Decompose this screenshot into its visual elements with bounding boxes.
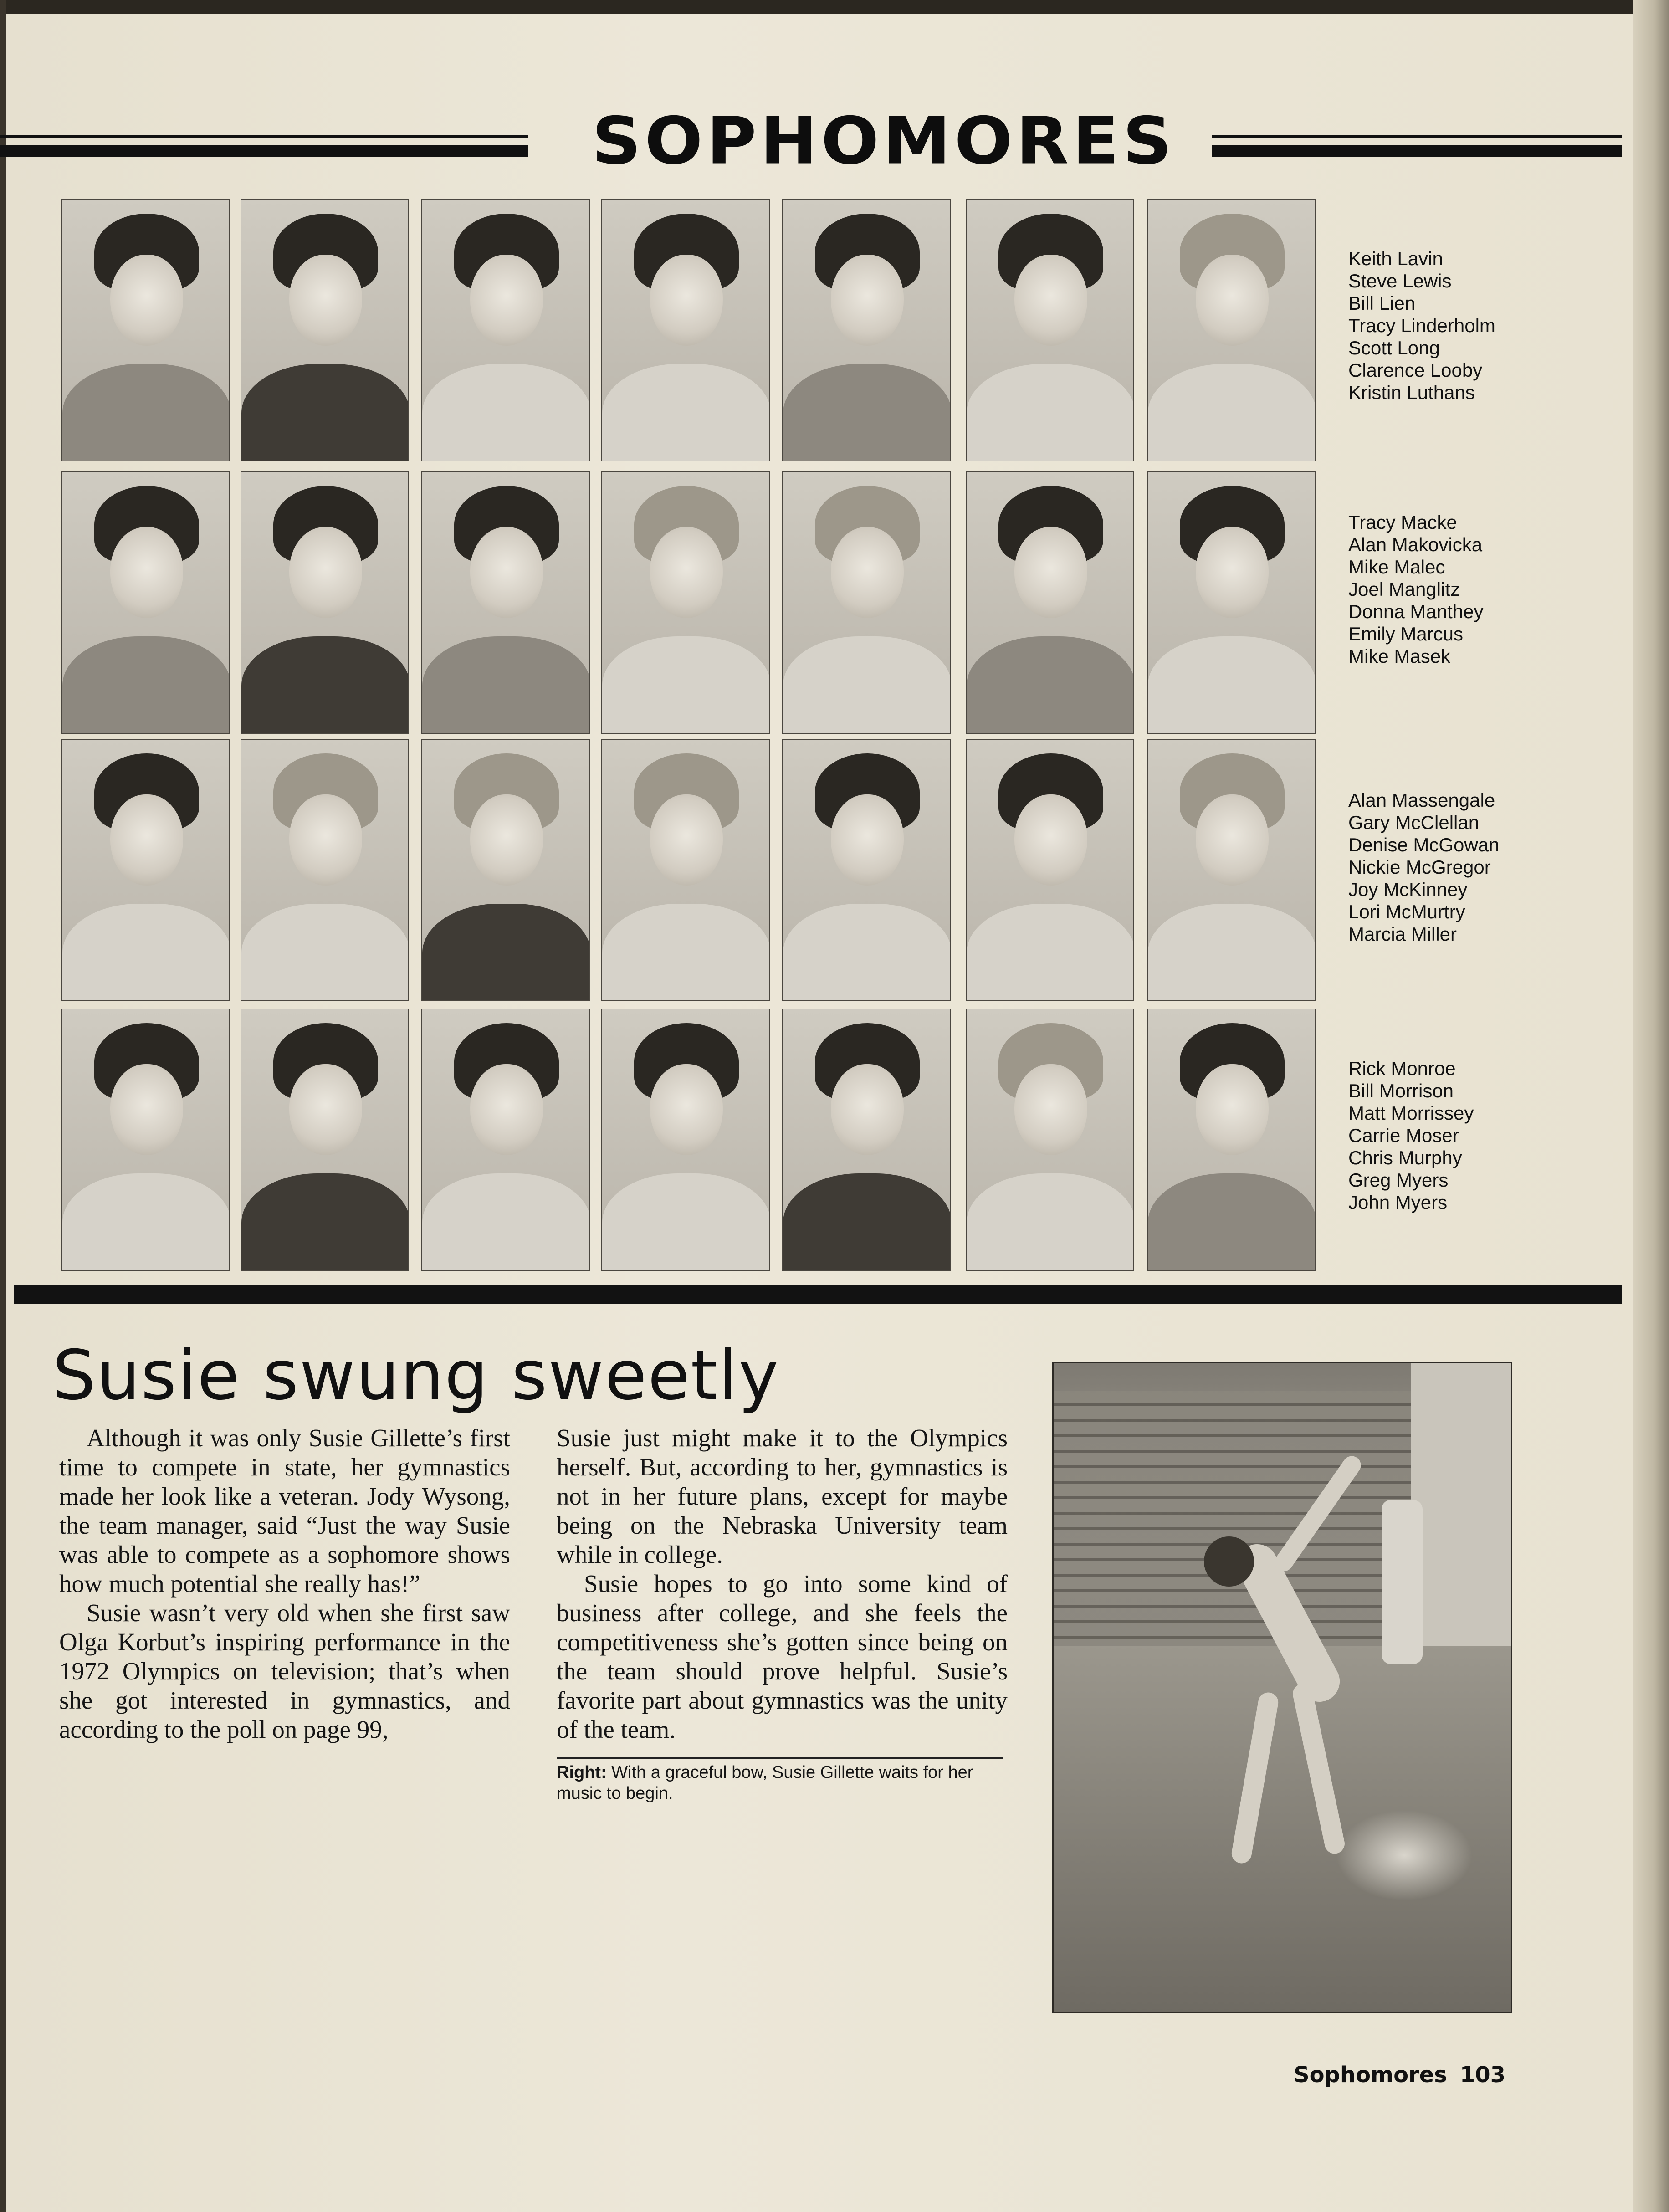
page-title: SOPHOMORES bbox=[592, 103, 1176, 179]
portrait bbox=[782, 739, 951, 1001]
article-paragraph: Although it was only Susie Gillette’s first time to compete in state, her gymnastics made her look like a veteran. Jody Wysong, the team manager, said “Just the way Susie was able to compete as a sophomore shows how much potential she really has!” bbox=[59, 1424, 510, 1598]
portrait bbox=[601, 739, 770, 1001]
page-left-edge bbox=[0, 0, 6, 2212]
article-column-2 bbox=[557, 1423, 1008, 1744]
student-name: Gary McClellan bbox=[1348, 812, 1480, 833]
caption-label: Right: bbox=[557, 1763, 607, 1782]
portrait bbox=[782, 199, 951, 461]
portrait bbox=[966, 739, 1134, 1001]
student-name: Mike Masek bbox=[1348, 645, 1451, 667]
header-rule-left-thin bbox=[0, 135, 528, 138]
portrait bbox=[1147, 1009, 1316, 1271]
article-headline: Susie swung sweetly bbox=[52, 1336, 780, 1415]
student-name: John Myers bbox=[1348, 1192, 1448, 1213]
name-list-row-2 bbox=[1348, 511, 1622, 667]
header-rule-right-thin bbox=[1212, 135, 1622, 138]
portrait bbox=[421, 739, 590, 1001]
portrait bbox=[966, 471, 1134, 734]
page-binding-edge bbox=[1633, 0, 1669, 2212]
footer-section: Sophomores bbox=[1294, 2062, 1447, 2088]
portrait bbox=[241, 199, 409, 461]
portrait bbox=[241, 739, 409, 1001]
header-rule-right-thick bbox=[1212, 145, 1622, 157]
article-column-1 bbox=[59, 1423, 510, 1744]
portrait bbox=[1147, 199, 1316, 461]
student-name: Chris Murphy bbox=[1348, 1147, 1462, 1168]
name-list-row-4 bbox=[1348, 1057, 1622, 1214]
header-rule-left-thick bbox=[0, 145, 528, 157]
student-name: Kristin Luthans bbox=[1348, 382, 1475, 403]
portrait bbox=[241, 471, 409, 734]
student-name: Joy McKinney bbox=[1348, 879, 1468, 900]
portrait bbox=[61, 199, 230, 461]
caption-text: With a graceful bow, Susie Gillette waits for her music to begin. bbox=[557, 1763, 973, 1803]
portrait bbox=[601, 471, 770, 734]
floor-reflection bbox=[1336, 1810, 1473, 1901]
portrait bbox=[1147, 471, 1316, 734]
portrait bbox=[61, 739, 230, 1001]
student-name: Bill Lien bbox=[1348, 292, 1416, 314]
student-name: Greg Myers bbox=[1348, 1169, 1449, 1191]
section-divider bbox=[14, 1285, 1622, 1304]
portrait bbox=[61, 1009, 230, 1271]
article-paragraph: Susie just might make it to the Olympics herself. But, according to her, gymnastics is not in her future plans, except for maybe being on the Nebraska University team while in college. bbox=[557, 1424, 1008, 1568]
student-name: Keith Lavin bbox=[1348, 248, 1443, 269]
student-name: Matt Morrissey bbox=[1348, 1102, 1474, 1124]
photo-caption bbox=[557, 1762, 1008, 1804]
student-name: Nickie McGregor bbox=[1348, 856, 1491, 878]
portrait bbox=[782, 471, 951, 734]
article-paragraph: Susie wasn’t very old when she first saw Olga Korbut’s inspiring performance in the 1972 Olympics on television; that’s when she got interested in gymnastics, and according to the poll on page 99, bbox=[59, 1599, 510, 1743]
portrait bbox=[1147, 739, 1316, 1001]
page-number: 103 bbox=[1459, 2062, 1506, 2088]
student-name: Bill Morrison bbox=[1348, 1080, 1454, 1101]
article-paragraph: Susie hopes to go into some kind of business after college, and she feels the competitiveness she’s gotten since being on the team should prove helpful. Susie’s favorite part about gymnastics was the unity of the team. bbox=[557, 1570, 1008, 1743]
portrait bbox=[421, 471, 590, 734]
student-name: Emily Marcus bbox=[1348, 623, 1464, 645]
portrait bbox=[601, 199, 770, 461]
portrait bbox=[966, 1009, 1134, 1271]
portrait bbox=[421, 1009, 590, 1271]
page-top-edge bbox=[0, 0, 1669, 14]
portrait bbox=[241, 1009, 409, 1271]
gymnast-photo bbox=[1052, 1362, 1512, 2013]
student-name: Carrie Moser bbox=[1348, 1125, 1459, 1146]
student-name: Mike Malec bbox=[1348, 556, 1445, 578]
portrait bbox=[782, 1009, 951, 1271]
gymnast-head bbox=[1204, 1536, 1254, 1587]
student-name: Tracy Linderholm bbox=[1348, 315, 1495, 336]
student-name: Alan Massengale bbox=[1348, 789, 1495, 811]
student-name: Steve Lewis bbox=[1348, 270, 1452, 292]
student-name: Tracy Macke bbox=[1348, 512, 1457, 533]
name-list-row-1 bbox=[1348, 247, 1622, 404]
student-name: Clarence Looby bbox=[1348, 359, 1483, 381]
portrait bbox=[421, 199, 590, 461]
student-name: Donna Manthey bbox=[1348, 601, 1484, 622]
student-name: Marcia Miller bbox=[1348, 923, 1457, 945]
spectator bbox=[1382, 1500, 1423, 1664]
caption-rule bbox=[557, 1757, 1003, 1759]
student-name: Joel Manglitz bbox=[1348, 579, 1460, 600]
portrait bbox=[601, 1009, 770, 1271]
portrait bbox=[61, 471, 230, 734]
student-name: Lori McMurtry bbox=[1348, 901, 1465, 922]
gym-wall bbox=[1411, 1363, 1511, 1659]
student-name: Scott Long bbox=[1348, 337, 1440, 358]
page-footer bbox=[1294, 2059, 1521, 2091]
student-name: Denise McGowan bbox=[1348, 834, 1500, 855]
name-list-row-3 bbox=[1348, 789, 1622, 945]
portrait bbox=[966, 199, 1134, 461]
student-name: Alan Makovicka bbox=[1348, 534, 1483, 555]
student-name: Rick Monroe bbox=[1348, 1058, 1456, 1079]
